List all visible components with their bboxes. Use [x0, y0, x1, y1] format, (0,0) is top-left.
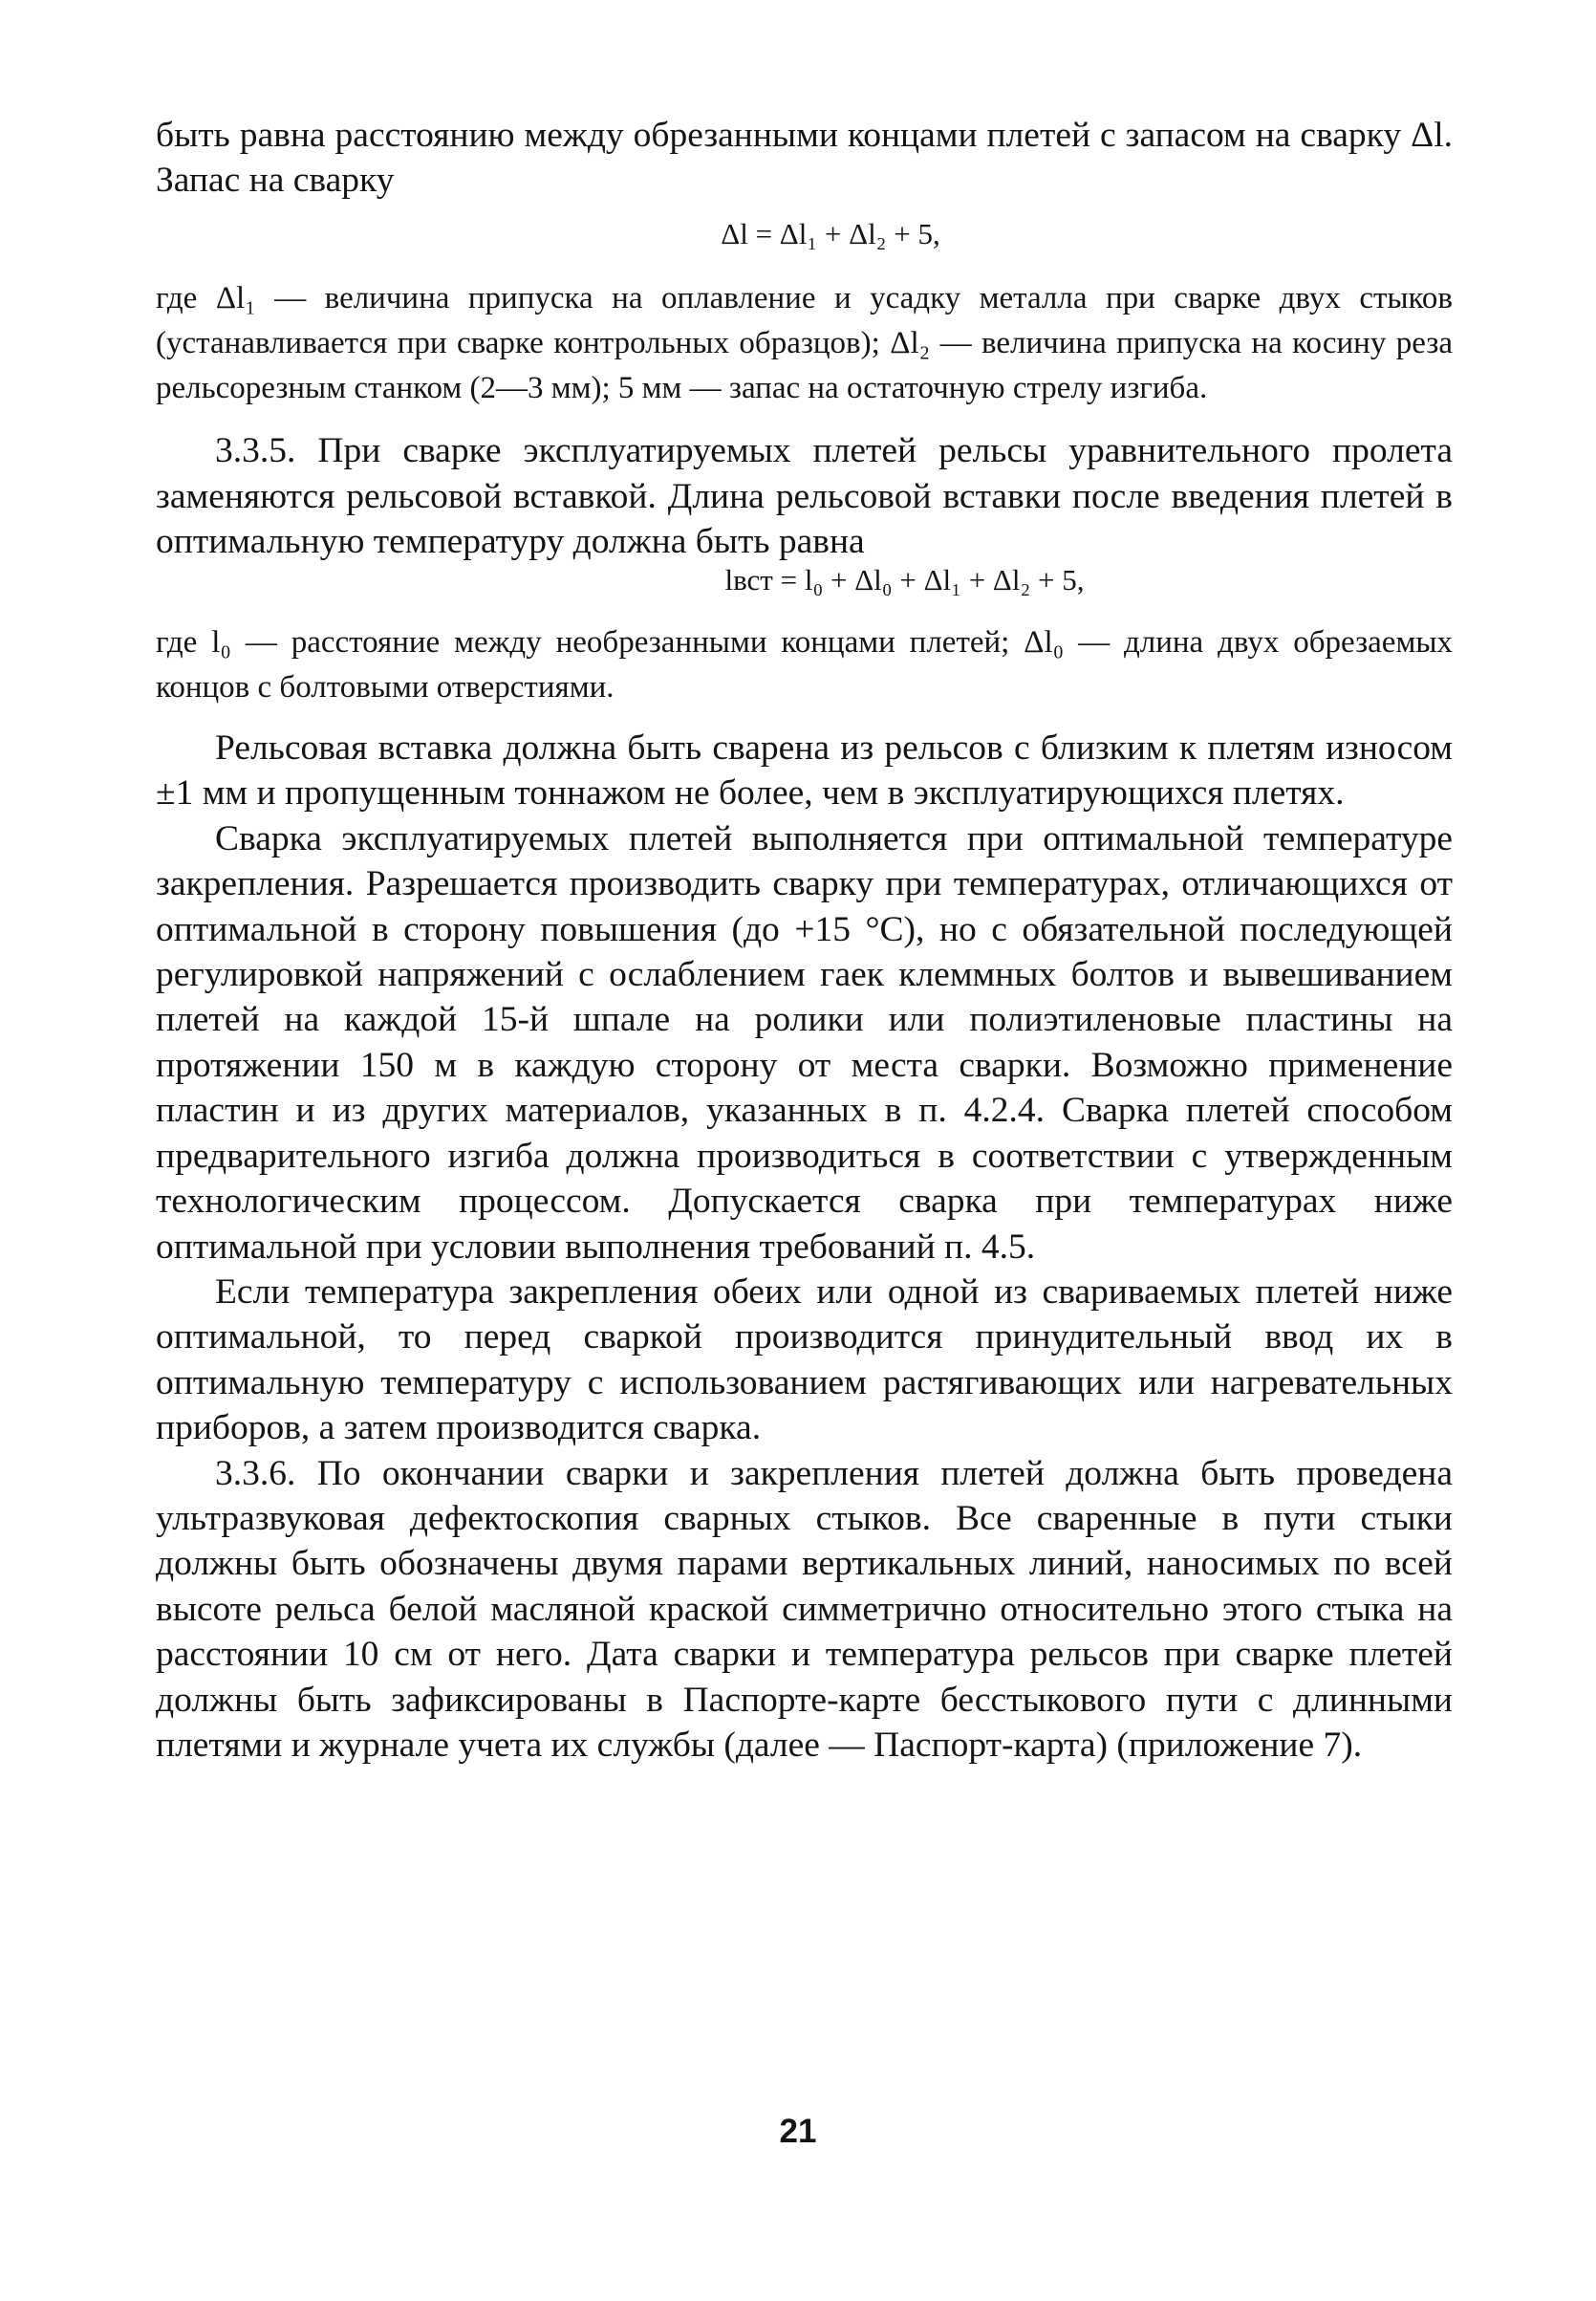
page-number: 21 — [779, 2113, 817, 2150]
paragraph-section-3-3-5: 3.3.5. При сварке эксплуатируемых плетей рельсы уравнительного пролета заменяются рельсовой вставкой. Длина рельсовой вставки после введения плетей в оптимальную температуру должна быть равна — [156, 431, 1453, 562]
paragraph-formula-legend-2: где l₀ — расстояние между необрезанными концами плетей; Δl₀ — длина двух обрезаемых концов с болтовыми отверстиями. — [156, 624, 1453, 705]
formula-insert-length: lвст = l₀ + Δl₀ + Δl₁ + Δl₂ + 5, — [724, 562, 1085, 597]
paragraph-formula-legend-1: где Δl₁ — величина припуска на оплавление и усадку металла при сварке двух стыков (устанавливается при сварке контрольных образцов); Δl₂ — величина припуска на косину реза рельсорезным станком (2—3 мм); 5 мм — запас на остаточную стрелу изгиба. — [156, 280, 1453, 406]
formula-weld-allowance: Δl = Δl₁ + Δl₂ + 5, — [721, 216, 940, 250]
paragraph-section-3-3-6: 3.3.6. По окончании сварки и закрепления плетей должна быть проведена ультразвуковая дефектоскопия сварных стыков. Все сваренные в пути стыки должны быть обозначены двумя парами вертикальных линий, наносимых по всей высоте рельса белой масляной краской симметрично относительно этого стыка на расстоянии 10 см от него. Дата сварки и температура рельсов при сварке плетей должны быть зафиксированы в Паспорте-карте бесстыкового пути с длинными плетями и журнале учета их службы (далее — Паспорт-карта) (приложение 7). — [156, 1453, 1453, 1765]
page-content — [156, 113, 1453, 1768]
paragraph-welding-temperature: Сварка эксплуатируемых плетей выполняется при оптимальной температуре закрепления. Разрешается производить сварку при температурах, отличающихся от оптимальной в сторону повышения (до +15 °С), но с обязательной последующей регулировкой напряжений с ослаблением гаек клеммных болтов и вывешиванием плетей на каждой 15-й шпале на ролики или полиэтиленовые пластины на протяжении 150 м в каждую сторону от места сварки. Возможно применение пластин и из других материалов, указанных в п. 4.2.4. Сварка плетей способом предварительного изгиба должна производиться в соответствии с утвержденным технологическим процессом. Допускается сварка при температурах ниже оптимальной при условии выполнения требований п. 4.5. — [156, 818, 1453, 1267]
paragraph-weld-allowance-intro: быть равна расстоянию между обрезанными концами плетей с запасом на сварку Δl. Запас на сварку — [156, 116, 1453, 201]
paragraph-rail-insert: Рельсовая вставка должна быть сварена из рельсов с близким к плетям износом ±1 мм и пропущенным тоннажом не более, чем в эксплуатирующихся плетях. — [156, 728, 1453, 814]
paragraph-forced-temperature: Если температура закрепления обеих или одной из свариваемых плетей ниже оптимальной, то перед сваркой производится принудительный ввод их в оптимальную температуру с использованием растягивающих или нагревательных приборов, а затем производится сварка. — [156, 1271, 1453, 1448]
